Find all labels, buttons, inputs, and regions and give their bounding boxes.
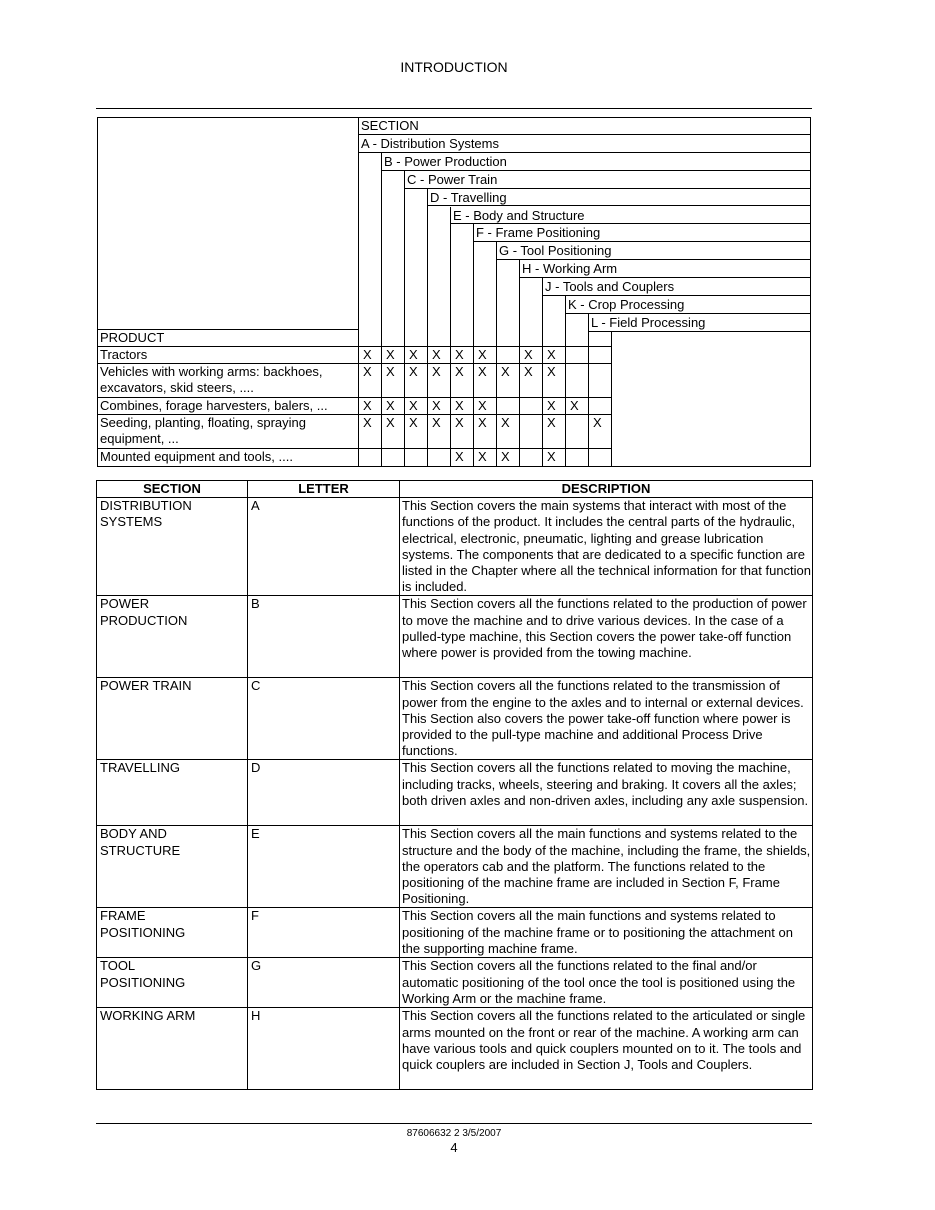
product-name: Seeding, planting, floating, spraying equipment, ... [100,415,306,446]
product-mark: X [363,398,372,413]
table-row [97,1008,813,1090]
product-mark: X [455,364,464,379]
header-section: SECTION [97,481,248,498]
product-mark: X [409,398,418,413]
product-mark: X [455,449,464,464]
row-section-name: BODY AND STRUCTURE [97,826,248,908]
row-description: This Section covers all the functions related to the final and/or automatic positioning of the tool once the tool is positioned using the Working Arm or the machine frame. [400,958,813,1008]
row-description: This Section covers the main systems that interact with most of the functions of the product. It includes the central parts of the hydraulic, electrical, electronic, pneumatic, lighting and grease lubrication systems. The components that are dedicated to a specific function are listed in the Chapter where all the technical information for that function is included. [400,498,813,596]
product-section-matrix [97,117,811,467]
product-mark: X [501,364,510,379]
product-mark: X [570,398,579,413]
product-mark: X [547,398,556,413]
row-description: This Section covers all the main functions and systems related to positioning of the machine frame or to positioning the attachment on the supporting machine frame. [400,908,813,958]
product-mark: X [593,415,602,430]
section-heading-d: D - Travelling [430,189,507,205]
row-description: This Section covers all the functions related to the production of power to move the machine and to drive various devices. In the case of a pulled-type machine, this Section covers the power take-off function where power is provided from the towing machine. [400,596,813,678]
product-mark: X [386,364,395,379]
row-letter: B [248,596,400,678]
section-heading-e: E - Body and Structure [453,207,585,223]
section-heading-b: B - Power Production [384,153,507,169]
product-label: PRODUCT [100,330,165,345]
table-row [97,958,813,1008]
product-mark: X [386,398,395,413]
product-mark: X [547,449,556,464]
row-section-name: FRAME POSITIONING [97,908,248,958]
section-heading-h: H - Working Arm [522,261,618,277]
product-mark: X [478,398,487,413]
section-heading-f: F - Frame Positioning [476,225,601,241]
product-mark: X [409,364,418,379]
section-heading-j: K - Crop Processing [568,297,685,312]
product-name: Vehicles with working arms: backhoes, excavators, skid steers, .... [100,364,323,395]
product-mark: X [547,364,556,379]
product-mark: X [501,415,510,430]
product-mark: X [386,415,395,430]
section-description-table [96,480,813,1090]
product-mark: X [386,347,395,362]
product-mark: X [409,347,418,362]
product-mark: X [478,347,487,362]
section-heading-i: J - Tools and Couplers [545,279,675,295]
section-heading-g: G - Tool Positioning [499,243,612,259]
product-mark: X [432,364,441,379]
row-description: This Section covers all the functions related to moving the machine, including tracks, wheels, steering and braking. It covers all the axles; both driven axles and non-driven axles, including any axle suspension. [400,760,813,826]
row-letter: A [248,498,400,596]
table-row [97,908,813,958]
product-name: Tractors [100,347,148,362]
row-section-name: WORKING ARM [97,1008,248,1090]
product-mark: X [478,415,487,430]
product-mark: X [501,449,510,464]
table-row [97,760,813,826]
page-number: 4 [450,1140,458,1155]
product-name: Mounted equipment and tools, .... [100,449,293,464]
row-description: This Section covers all the main functions and systems related to the structure and the body of the machine, including the frame, the shields, the operators cab and the platform. The functions related to the positioning of the machine frame are included in Section F, Frame Positioning. [400,826,813,908]
table-row [97,826,813,908]
product-mark: X [547,347,556,362]
section-label: SECTION [361,118,419,133]
section-header-cell [358,117,811,135]
product-name: Combines, forage harvesters, balers, ... [100,398,328,413]
product-mark: X [363,364,372,379]
table-row [97,678,813,760]
row-letter: H [248,1008,400,1090]
product-mark: X [478,364,487,379]
header-letter: LETTER [248,481,400,498]
product-mark: X [524,364,533,379]
product-mark: X [363,347,372,362]
row-section-name: DISTRIBUTION SYSTEMS [97,498,248,596]
row-section-name: TOOL POSITIONING [97,958,248,1008]
section-heading-c: C - Power Train [407,171,498,187]
product-mark: X [547,415,556,430]
product-mark: X [455,415,464,430]
section-heading-k: L - Field Processing [591,314,706,330]
table-row [97,498,813,596]
table-header-row [97,481,813,498]
product-mark: X [432,347,441,362]
section-heading-a: A - Distribution Systems [361,135,499,151]
row-section-name: POWER TRAIN [97,678,248,760]
product-mark: X [409,415,418,430]
product-mark: X [432,398,441,413]
product-mark: X [363,415,372,430]
header-rule [96,108,812,109]
row-description: This Section covers all the functions related to the transmission of power from the engine to the axles and to internal or external devices. This Section also covers the power take-off function where power is provided to the pull-type machine and additional Process Drive functions. [400,678,813,760]
table-row [97,596,813,678]
row-letter: D [248,760,400,826]
product-mark: X [455,347,464,362]
row-letter: C [248,678,400,760]
product-mark: X [524,347,533,362]
product-mark: X [455,398,464,413]
footer-rule [96,1123,812,1124]
row-description: This Section covers all the functions related to the articulated or single arms mounted on the front or rear of the machine. A working arm can have various tools and quick couplers mounted on to it. The tools and quick couplers are included in Section J, Tools and Couplers. [400,1008,813,1090]
row-letter: F [248,908,400,958]
header-description: DESCRIPTION [400,481,813,498]
row-letter: E [248,826,400,908]
row-section-name: POWER PRODUCTION [97,596,248,678]
row-letter: G [248,958,400,1008]
page-title: INTRODUCTION [400,59,508,75]
row-section-name: TRAVELLING [97,760,248,826]
section-column-line [611,332,612,467]
footer-document-reference: 87606632 2 3/5/2007 [406,1128,502,1139]
product-mark: X [432,415,441,430]
product-mark: X [478,449,487,464]
